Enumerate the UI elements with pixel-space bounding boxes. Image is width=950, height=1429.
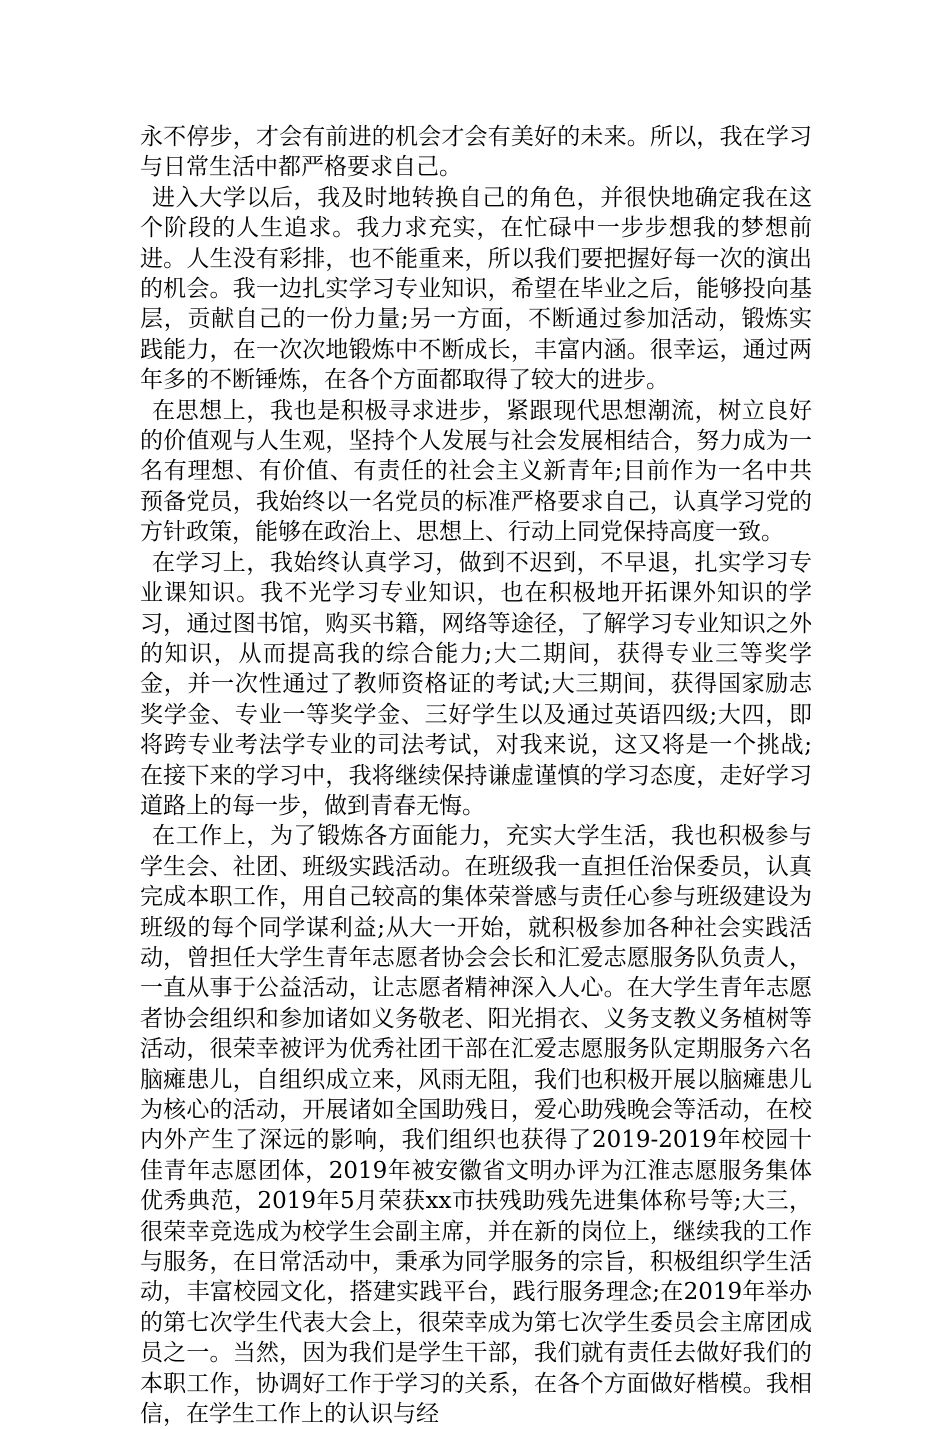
paragraph-5: 在工作上，为了锻炼各方面能力，充实大学生活，我也积极参与学生会、社团、班级实践活动。在班级我一直担任治保委员，认真完成本职工作，用自己较高的集体荣誉感与责任心参与班级建设为班级的每个同学谋利益;从大一开始，就积极参加各种社会实践活动，曾担任大学生青年志愿者协会会长和汇爱志愿服务队负责人，一直从事于公益活动，让志愿者精神深入人心。在大学生青年志愿者协会组织和参加诸如义务敬老、阳光捐衣、义务支教义务植树等活动，很荣幸被评为优秀社团干部在汇爱志愿服务队定期服务六名脑瘫患儿，自组织成立来，风雨无阻，我们也积极开展以脑瘫患儿为核心的活动，开展诸如全国助残日，爱心助残晚会等活动，在校内外产生了深远的影响，我们组织也获得了2019-2019年校园十佳青年志愿团体，2019年被安徽省文明办评为江淮志愿服务集体优秀典范，2019年5月荣获xx市扶残助残先进集体称号等;大三，很荣幸竞选成为校学生会副主席，并在新的岗位上，继续我的工作与服务，在日常活动中，秉承为同学服务的宗旨，积极组织学生活动，丰富校园文化，搭建实践平台，践行服务理念;在2019年举办的第七次学生代表大会上，很荣幸成为第七次学生委员会主席团成员之一。当然，因为我们是学生干部，我们就有责任去做好我们的本职工作，协调好工作于学习的关系，在各个方面做好楷模。我相信，在学生工作上的认识与经 — [140, 823, 812, 1428]
paragraph-2: 进入大学以后，我及时地转换自己的角色，并很快地确定我在这个阶段的人生追求。我力求充实，在忙碌中一步步想我的梦想前进。人生没有彩排，也不能重来，所以我们要把握好每一次的演出的机会。我一边扎实学习专业知识，希望在毕业之后，能够投向基层，贡献自己的一份力量;另一方面，不断通过参加活动，锻炼实践能力，在一次次地锻炼中不断成长，丰富内涵。很幸运，通过两年多的不断锤炼，在各个方面都取得了较大的进步。 — [140, 184, 812, 394]
paragraph-4: 在学习上，我始终认真学习，做到不迟到，不早退，扎实学习专业课知识。我不光学习专业知识，也在积极地开拓课外知识的学习，通过图书馆，购买书籍，网络等途径，了解学习专业知识之外的知识，从而提高我的综合能力;大二期间，获得专业三等奖学金，并一次性通过了教师资格证的考试;大三期间，获得国家励志奖学金、专业一等奖学金、三好学生以及通过英语四级;大四，即将跨专业考法学专业的司法考试，对我来说，这又将是一个挑战;在接下来的学习中，我将继续保持谦虚谨慎的学习态度，走好学习道路上的每一步，做到青春无悔。 — [140, 549, 812, 819]
paragraph-1: 永不停步，才会有前进的机会才会有美好的未来。所以，我在学习与日常生活中都严格要求自己。 — [140, 124, 812, 181]
document-body — [140, 122, 812, 1429]
paragraph-3: 在思想上，我也是积极寻求进步，紧跟现代思想潮流，树立良好的价值观与人生观，坚持个人发展与社会发展相结合，努力成为一名有理想、有价值、有责任的社会主义新青年;目前作为一名中共预备党员，我始终以一名党员的标准严格要求自己，认真学习党的方针政策，能够在政治上、思想上、行动上同党保持高度一致。 — [140, 397, 812, 546]
